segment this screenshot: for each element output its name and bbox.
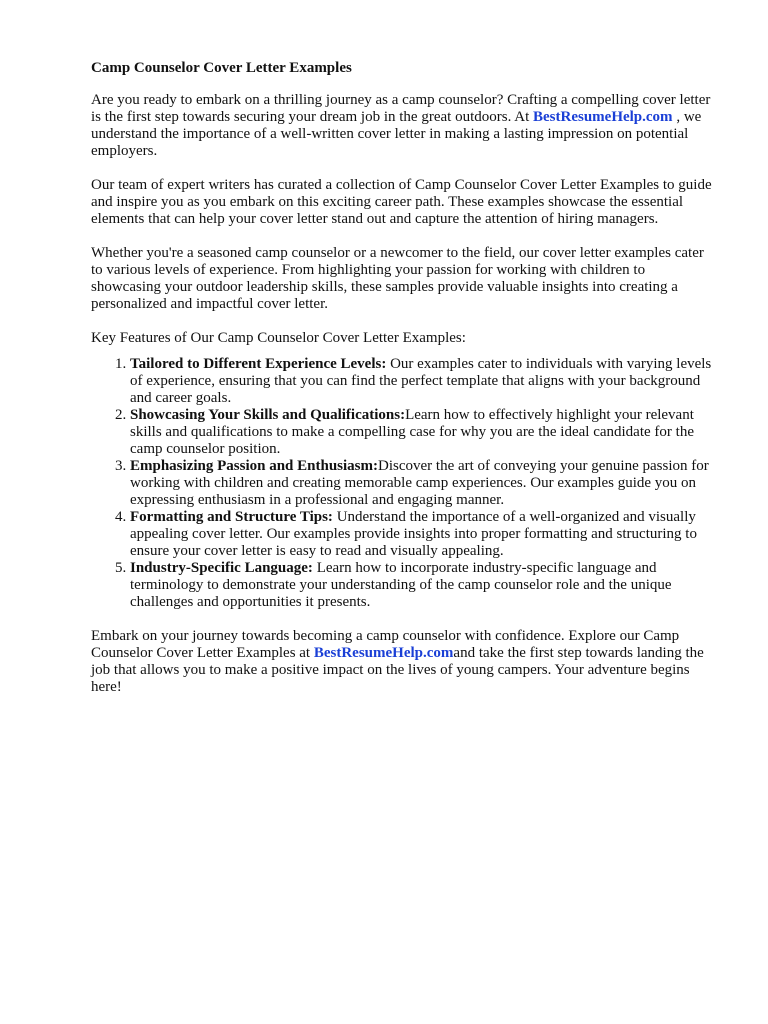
feature-text: Learn how to incorporate industry-specific language and terminology to demonstrate your understanding of the camp counselor role and the unique challenges and opportunities it presents.	[130, 560, 672, 610]
feature-title: Emphasizing Passion and Enthusiasm:	[130, 458, 378, 474]
feature-title: Tailored to Different Experience Levels:	[130, 356, 387, 372]
features-heading: Key Features of Our Camp Counselor Cover Letter Examples:	[91, 330, 466, 346]
closing-paragraph	[91, 628, 716, 696]
page-title: Camp Counselor Cover Letter Examples	[91, 60, 352, 76]
document-page	[91, 60, 716, 713]
list-item	[130, 560, 716, 611]
intro-paragraph	[91, 92, 716, 160]
intro-text-before-link: Are you ready to embark on a thrilling journey as a camp counselor? Crafting a compelling cover letter is the first step towards securing your dream job in the great outdoors. At	[91, 92, 711, 125]
paragraph-writers: Our team of expert writers has curated a collection of Camp Counselor Cover Letter Examples to guide and inspire you as you embark on this exciting career path. These examples showcase the essential elements that can help your cover letter stand out and capture the attention of hiring managers.	[91, 177, 712, 227]
feature-text: Our examples cater to individuals with varying levels of experience, ensuring that you can find the perfect template that aligns with your background and career goals.	[130, 356, 712, 406]
feature-text: Learn how to effectively highlight your relevant skills and qualifications to make a compelling case for why you are the ideal candidate for the camp counselor position.	[130, 407, 694, 457]
feature-title: Formatting and Structure Tips:	[130, 509, 333, 525]
paragraph-experience: Whether you're a seasoned camp counselor or a newcomer to the field, our cover letter examples cater to various levels of experience. From highlighting your passion for working with children to showcasing your outdoor leadership skills, these samples provide valuable insights into creating a personalized and impactful cover letter.	[91, 245, 704, 312]
list-item	[130, 458, 716, 509]
feature-text: Understand the importance of a well-organized and visually appealing cover letter. Our examples provide insights into proper formatting and structuring to ensure your cover letter is easy to read and visually appealing.	[130, 509, 697, 559]
feature-title: Industry-Specific Language:	[130, 560, 313, 576]
bestresumehelp-link-closing[interactable]: BestResumeHelp.com	[313, 645, 454, 661]
features-list	[91, 356, 716, 611]
feature-text: Discover the art of conveying your genuine passion for working with children and creating memorable camp experiences. Our examples guide you on expressing enthusiasm in a professional and engaging manner.	[130, 458, 709, 508]
closing-text-after-link: and take the first step towards landing the job that allows you to make a positive impact on the lives of young campers. Your adventure begins here!	[91, 645, 704, 695]
closing-text-before-link: Embark on your journey towards becoming a camp counselor with confidence. Explore our Camp Counselor Cover Letter Examples at	[91, 628, 680, 661]
list-item	[130, 407, 716, 458]
feature-title: Showcasing Your Skills and Qualifications:	[130, 407, 406, 423]
intro-text-after-link: , we understand the importance of a well-written cover letter in making a lasting impression on potential employers.	[91, 109, 702, 159]
list-item	[130, 356, 716, 407]
list-item	[130, 509, 716, 560]
bestresumehelp-link[interactable]: BestResumeHelp.com	[533, 109, 673, 125]
